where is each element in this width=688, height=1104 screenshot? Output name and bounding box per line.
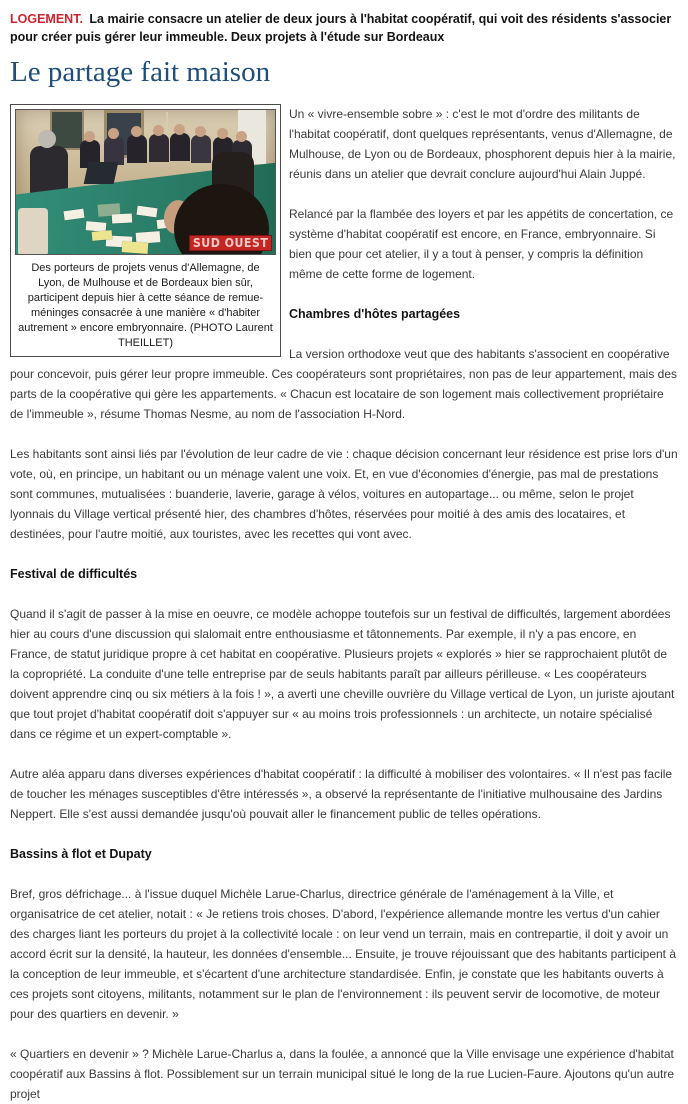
sud-ouest-watermark: SUD OUEST xyxy=(189,235,272,251)
subheading-bassins-dupaty: Bassins à flot et Dupaty xyxy=(10,847,152,861)
kicker-category: LOGEMENT. xyxy=(10,12,83,26)
subheading-festival-difficultes: Festival de difficultés xyxy=(10,567,138,581)
paragraph-volunteers: Autre aléa apparu dans diverses expériences d'habitat coopératif : la difficulté à mobiliser des volontaires. « Il n'est pas facile de toucher les ménages susceptibles d'être intéressés », a observé la représentante de l'initiative mulhousaine des Jardins Neppert. Elle s'est aussi demandée jusqu'où pouvait aller le financement public de telles opérations. xyxy=(10,767,673,821)
photo-paper xyxy=(112,213,132,223)
paragraph-context: Relancé par la flambée des loyers et par les appétits de concertation, ce système d'habitat coopératif est encore, en France, embryonnaire. Si bien que pour cet atelier, il y a tout à penser, y compris la définition même de cette forme de logement. xyxy=(289,207,674,281)
figure-caption: Des porteurs de projets venus d'Allemagne, de Lyon, de Mulhouse et de Bordeaux bien sûr, participent depuis hier à cette séance de remue-méninges consacrée à une manière « d'habiter autrement » encore embryonnaire. (PHOTO Laurent THEILLET) xyxy=(18,262,273,349)
photo-paper-yellow xyxy=(92,230,113,241)
meeting-photo xyxy=(15,109,276,255)
photo-paper-yellow xyxy=(122,241,149,254)
paragraph-larue-charlus: Bref, gros défrichage... à l'issue duquel Michèle Larue-Charlus, directrice générale de l'aménagement à la Ville, et organisatrice de cet atelier, notait : « Je retiens trois choses. D'abord, l'expérience allemande montre les vertus d'un cahier des charges liant les porteurs du projet à la collectivité locale : on leur vend un terrain, mais en contrepartie, il doit y avoir un accord écrit sur la densité, la hauteur, les données d'ensemble... Ensuite, je trouve réjouissant que des habitants participent à la conception de leur immeuble, et s'écartent d'une architecture standardisée. Enfin, je constate que les habitants ouverts à ces projets sont citoyens, militants, notamment sur le plan de l'environnement : ils peuvent servir de locomotive, de moteur pour des quartiers en devenir. » xyxy=(10,887,677,1021)
article-figure xyxy=(10,104,281,357)
kicker xyxy=(10,10,678,46)
photo-chair xyxy=(18,208,48,255)
paragraph-bassins-project: « Quartiers en devenir » ? Michèle Larue-Charlus a, dans la foulée, a annoncé que la Ville envisage une expérience d'habitat coopératif aux Bassins à flot. Possiblement sur un terrain municipal situé le long de la rue Lucien-Faure. Ajoutons qu'un autre projet xyxy=(10,1047,675,1101)
photo-person xyxy=(104,137,124,165)
article-body xyxy=(10,104,678,1104)
paragraph-shared-services: Les habitants sont ainsi liés par l'évolution de leur cadre de vie : chaque décision concernant leur résidence est prise lors d'un vote, où, en principe, un habitant ou un ménage valent une voix. Et, en vue d'économies d'énergie, pas mal de prestations sont communes, mutualisées : buanderie, laverie, garage à vélos, voitures en autopartage... ou même, selon le projet lyonnais du Village vertical présenté hier, des chambres d'hôtes, réservées pour moitié à des amis des locataires, et destinées, pour l'autre moitié, aux touristes, avec les recettes qui vont avec. xyxy=(10,447,678,541)
paragraph-difficulties: Quand il s'agit de passer à la mise en oeuvre, ce modèle achoppe toutefois sur un festival de difficultés, largement abordées hier au cours d'une discussion qui slalomait entre enthousiasme et tâtonnements. Par exemple, il n'y a pas encore, en France, de statut juridique propre à cet habitat en coopérative. Plusieurs projets « explorés » hier se rapprochaient plutôt de la copropriété. La conduite d'une telle entreprise par de seuls habitants paraît par ailleurs périlleuse. « Les coopérateurs doivent apprendre cinq ou six métiers à la fois ! », a averti une cheville ouvrière du Village vertical de Lyon, un juriste ajoutant que tout projet d'habitat coopératif doit s'appuyer sur « au moins trois professionnels : un architecte, un notaire spécialisé dans ce régime et un expert-comptable ». xyxy=(10,607,675,741)
paragraph-intro: Un « vivre-ensemble sobre » : c'est le mot d'ordre des militants de l'habitat coopératif, dont quelques représentants, venus d'Allemagne, de Mulhouse, de Lyon ou de Bordeaux, phosphorent depuis hier à la mairie, réunis dans un atelier que devrait conclure aujourd'hui Alain Juppé. xyxy=(289,107,676,181)
photo-laptop xyxy=(84,162,119,184)
photo-mirror xyxy=(50,110,84,150)
subheading-chambres-dhotes: Chambres d'hôtes partagées xyxy=(289,307,461,321)
paragraph-cooperative-model: La version orthodoxe veut que des habitants s'associent en coopérative pour concevoir, puis gérer leur propre immeuble. Ces coopérateurs sont propriétaires, non pas de leur appartement, mais des parts de la coopérative qui gère les appartements. « Chacun est locataire de son logement mais collectivement propriétaire de l'immeuble », résume Thomas Nesme, au nom de l'association H-Nord. xyxy=(10,347,678,421)
photo-person xyxy=(170,133,190,161)
photo-person xyxy=(149,134,169,162)
photo-person xyxy=(191,135,211,163)
kicker-text: La mairie consacre un atelier de deux jours à l'habitat coopératif, qui voit des résidents s'associer pour créer puis gérer leur immeuble. Deux projets à l'étude sur Bordeaux xyxy=(10,12,672,44)
photo-person xyxy=(127,135,147,163)
page-title: Le partage fait maison xyxy=(10,56,271,88)
